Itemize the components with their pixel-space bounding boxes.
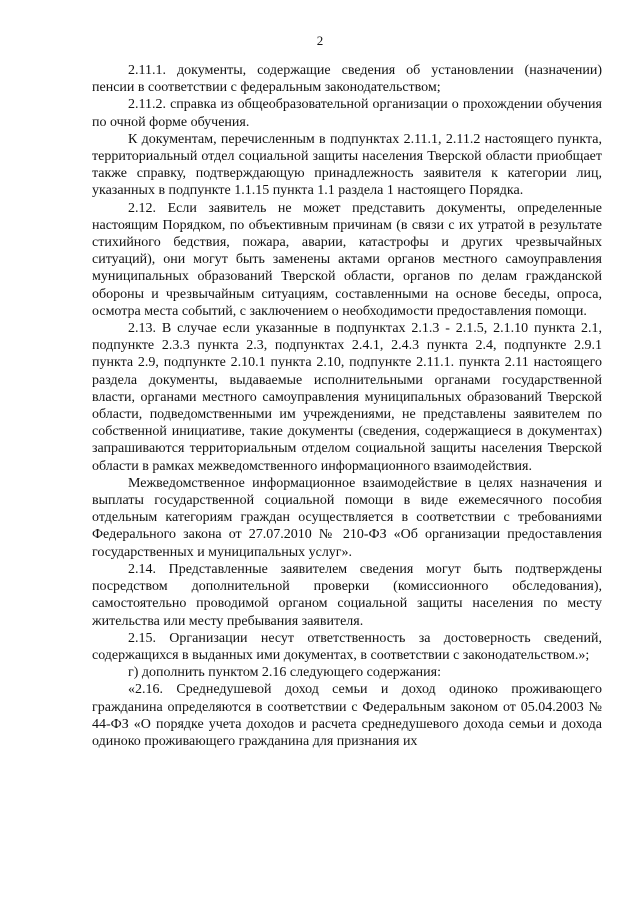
paragraph-2-16: «2.16. Среднедушевой доход семьи и доход одиноко проживающего гражданина определяются в соответствии с Федеральным законом от 05.04.2003 № 44-ФЗ «О порядке учета доходов и расчета среднедушевого дохода семьи и дохода одиноко проживающего гражданина для признания их bbox=[92, 682, 602, 749]
paragraph-2-14: 2.14. Представленные заявителем сведения могут быть подтверждены посредством дополнительной проверки (комиссионного обследования), самостоятельно проводимой органом социальной защиты населения по месту жительства или месту пребывания заявителя. bbox=[92, 561, 602, 629]
document-body bbox=[92, 62, 602, 750]
page-number: 2 bbox=[316, 33, 324, 48]
paragraph-2-12: 2.12. Если заявитель не может представить документы, определенные настоящим Порядком, по объективным причинам (в связи с их утратой в результате стихийного бедствия, пожара, аварии, катастрофы и других чрезвычайных ситуаций), они могут быть заменены актами органов местного самоуправления муниципальных образований Тверской области, органов по делам гражданской обороны и чрезвычайным ситуациям, составленными на основе беседы, опроса, осмотра места событий, с заключением о необходимости предоставления помощи. bbox=[92, 200, 602, 319]
paragraph-interagency: Межведомственное информационное взаимодействие в целях назначения и выплаты государственной социальной помощи в виде ежемесячного пособия отдельным категориям граждан осуществляется в соответствии с требованиями Федерального закона от 27.07.2010 № 210-ФЗ «Об организации предоставления государственных и муниципальных услуг». bbox=[92, 475, 602, 560]
paragraph-2-13: 2.13. В случае если указанные в подпунктах 2.1.3 - 2.1.5, 2.1.10 пункта 2.1, подпункте 2.3.3 пункта 2.3, подпунктах 2.4.1, 2.4.3 пункта 2.4, подпункте 2.9.1 пункта 2.9, подпункте 2.10.1 пункта 2.10, подпункте 2.11.1. пункта 2.11 настоящего раздела документы, выдаваемые исполнительными органами государственной власти, органами местного самоуправления муниципальных образований Тверской области, подведомственными им учреждениями, не представлены заявителем по собственной инициативе, такие документы (сведения, содержащиеся в документах) запрашиваются территориальным отделом социальной защиты населения Тверской области в рамках межведомственного информационного взаимодействия. bbox=[92, 321, 602, 474]
paragraph-documents-list: К документам, перечисленным в подпунктах 2.11.1, 2.11.2 настоящего пункта, территориальный отдел социальной защиты населения Тверской области приобщает также справку, подтверждающую принадлежность заявителя к категории лиц, указанных в подпункте 1.1.15 пункта 1.1 раздела 1 настоящего Порядка. bbox=[92, 131, 602, 199]
paragraph-2-11-2: 2.11.2. справка из общеобразовательной организации о прохождении обучения по очной форме обучения. bbox=[92, 97, 602, 130]
paragraph-item-g: г) дополнить пунктом 2.16 следующего содержания: bbox=[128, 665, 441, 681]
paragraph-2-15: 2.15. Организации несут ответственность за достоверность сведений, содержащихся в выданных ими документах, в соответствии с законодательством.»; bbox=[92, 630, 602, 663]
paragraph-2-11-1: 2.11.1. документы, содержащие сведения об установлении (назначении) пенсии в соответствии с федеральным законодательством; bbox=[92, 63, 602, 96]
